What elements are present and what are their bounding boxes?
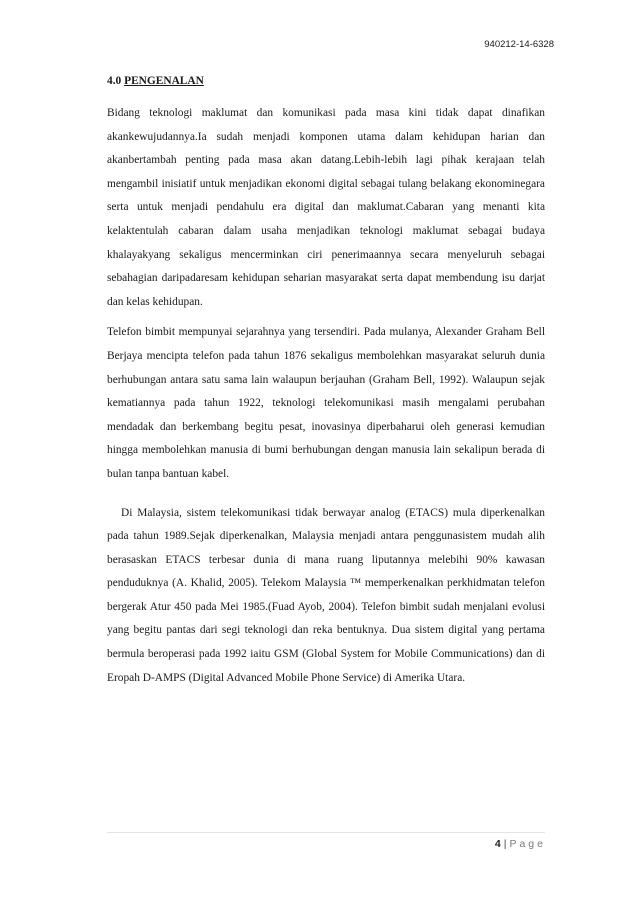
footer-separator: | (503, 838, 507, 850)
page-number: 4 (494, 838, 501, 850)
paragraph-telephone-history: Telefon bimbit mempunyai sejarahnya yang tersendiri. Pada mulanya, Alexander Graham Bell Berjaya mencipta telefon pada tahun 1876 sekaligus membolehkan masyarakat seluruh dunia berhubungan antara satu sama lain walaupun berjauhan (Graham Bell, 1992). Walaupun sejak kematiannya pada tahun 1922, teknologi telekomunikasi masih mengalami perubahan mendadak dan berkembang begitu pesat, inovasinya diperbaharui oleh generasi kemudian hingga membolehkan manusia di bumi berhubungan dengan manusia lain sekalipun berada di bulan tanpa bantuan kabel. (107, 326, 545, 480)
section-heading (107, 74, 545, 88)
footer-divider (107, 832, 545, 833)
paragraph-introduction: Bidang teknologi maklumat dan komunikasi pada masa kini tidak dapat dinafikan akankewujudannya.Ia sudah menjadi komponen utama dalam kehidupan harian dan akanbertambah penting pada masa akan datang.Lebih-lebih lagi pihak kerajaan telah mengambil inisiatif untuk menjadikan ekonomi digital sebagai tulang belakang ekonominegara serta untuk menjadi pendahulu era digital dan maklumat.Cabaran yang menanti kita kelaktentulah cabaran dalam usaha menjadikan teknologi maklumat sebagai budaya khalayakyang sekaligus mencerminkan ciri penerimaannya secara menyeluruh sebagai sebahagian daripadaresam kehidupan seharian masyarakat serta dapat membendung isu darjat dan kelas kehidupan. (107, 107, 545, 308)
document-id-header: 940212-14-6328 (484, 39, 554, 50)
paragraph-malaysia-telecom: Di Malaysia, sistem telekomunikasi tidak berwayar analog (ETACS) mula diperkenalkan pada tahun 1989.Sejak diperkenalkan, Malaysia menjadi antara penggunasistem mudah alih berasaskan ETACS terbesar dunia di mana ruang liputannya melebihi 90% kawasan penduduknya (A. Khalid, 2005). Telekom Malaysia ™ memperkenalkan perkhidmatan telefon bergerak Atur 450 pada Mei 1985.(Fuad Ayob, 2004). Telefon bimbit sudah menjalani evolusi yang begitu pantas dari segi teknologi dan reka bentuknya. Dua sistem digital yang pertama bermula beroperasi pada 1992 iaitu GSM (Global System for Mobile Communications) dan di Eropah D-AMPS (Digital Advanced Mobile Phone Service) di Amerika Utara. (107, 506, 545, 684)
section-number: 4.0 (107, 75, 122, 87)
page-content (107, 74, 545, 690)
page-label: Page (509, 838, 546, 850)
section-title: PENGENALAN (124, 75, 204, 87)
page-footer (495, 838, 546, 850)
